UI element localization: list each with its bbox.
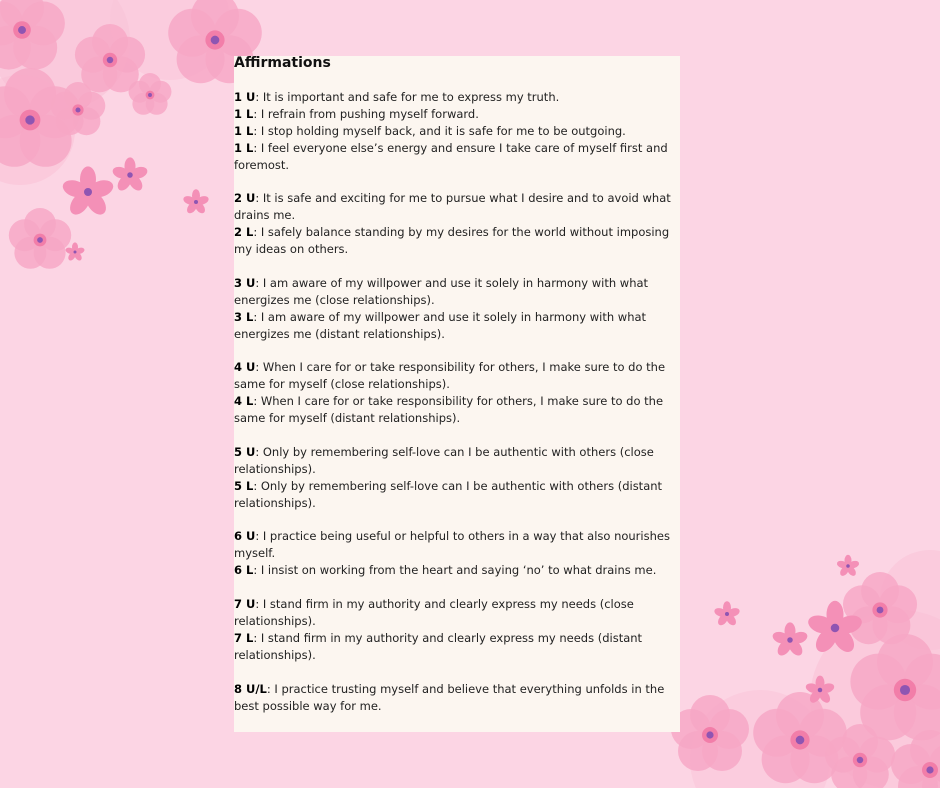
affirmation-line <box>234 123 678 140</box>
affirmation-text: : Only by remembering self-love can I be authentic with others (distant relationships). <box>234 478 663 510</box>
affirmation-line <box>234 140 678 174</box>
affirmation-code: 2 L <box>234 225 254 240</box>
affirmation-line <box>234 106 678 123</box>
affirmation-text: : When I care for or take responsibility for others, I make sure to do the same for myself (close relationships). <box>234 360 666 392</box>
affirmation-text: : I practice trusting myself and believe that everything unfolds in the best possible way for me. <box>234 681 665 713</box>
affirmation-text: : Only by remembering self-love can I be authentic with others (close relationships). <box>234 444 654 476</box>
affirmation-line <box>234 444 678 478</box>
affirmation-group-5 <box>234 444 678 512</box>
affirmation-group-3 <box>234 275 678 343</box>
affirmation-text: : I refrain from pushing myself forward. <box>253 106 479 121</box>
affirmation-line <box>234 681 678 715</box>
affirmation-code: 7 L <box>234 630 254 645</box>
affirmation-line <box>234 89 678 106</box>
affirmation-line <box>234 528 678 562</box>
affirmation-code: 3 U <box>234 275 256 290</box>
affirmation-line <box>234 275 678 309</box>
affirmation-code: 3 L <box>234 309 254 324</box>
affirmation-text: : I am aware of my willpower and use it solely in harmony with what energizes me (distant relationships). <box>234 309 647 341</box>
affirmation-line <box>234 309 678 343</box>
affirmation-group-8 <box>234 681 678 715</box>
affirmation-text: : It is safe and exciting for me to pursue what I desire and to avoid what drains me. <box>234 191 671 223</box>
affirmation-group-4 <box>234 359 678 427</box>
affirmation-text: : I feel everyone else’s energy and ensure I take care of myself first and foremost. <box>234 140 668 172</box>
affirmation-code: 1 L <box>234 140 254 155</box>
affirmation-text: : When I care for or take responsibility for others, I make sure to do the same for myself (distant relationships). <box>234 394 664 426</box>
affirmation-line <box>234 478 678 512</box>
affirmation-code: 5 U <box>234 444 256 459</box>
affirmation-code: 8 U/L <box>234 681 267 696</box>
affirmation-code: 1 L <box>234 123 254 138</box>
affirmation-text: : I safely balance standing by my desires for the world without imposing my ideas on others. <box>234 225 670 257</box>
page-title: Affirmations <box>234 55 331 71</box>
affirmation-line <box>234 190 678 224</box>
affirmation-group-1 <box>234 89 678 174</box>
affirmation-code: 4 U <box>234 360 256 375</box>
affirmation-code: 4 L <box>234 394 254 409</box>
affirmation-code: 1 L <box>234 106 254 121</box>
affirmation-text: : I stand firm in my authority and clearly express my needs (distant relationships). <box>234 630 643 662</box>
affirmation-code: 6 L <box>234 563 254 578</box>
affirmation-code: 1 U <box>234 90 256 104</box>
affirmation-line <box>234 630 678 664</box>
affirmation-text: : I am aware of my willpower and use it solely in harmony with what energizes me (close relationships). <box>234 275 649 307</box>
affirmation-code: 5 L <box>234 478 254 493</box>
affirmation-text: : I stop holding myself back, and it is safe for me to be outgoing. <box>253 123 626 138</box>
affirmation-group-2 <box>234 190 678 258</box>
affirmation-code: 6 U <box>234 529 256 544</box>
affirmation-line <box>234 359 678 393</box>
affirmation-line <box>234 224 678 258</box>
affirmations-list <box>234 89 678 731</box>
affirmation-text: : It is important and safe for me to express my truth. <box>255 90 560 104</box>
affirmation-group-6 <box>234 528 678 579</box>
affirmation-line <box>234 393 678 427</box>
affirmation-line <box>234 562 678 579</box>
affirmation-code: 7 U <box>234 597 256 612</box>
affirmation-code: 2 U <box>234 191 256 206</box>
affirmation-text: : I practice being useful or helpful to others in a way that also nourishes myself. <box>234 529 670 561</box>
affirmation-text: : I insist on working from the heart and saying ‘no’ to what drains me. <box>253 563 657 578</box>
affirmation-line <box>234 596 678 630</box>
affirmation-text: : I stand firm in my authority and clearly express my needs (close relationships). <box>234 597 634 628</box>
affirmation-group-7 <box>234 596 678 664</box>
